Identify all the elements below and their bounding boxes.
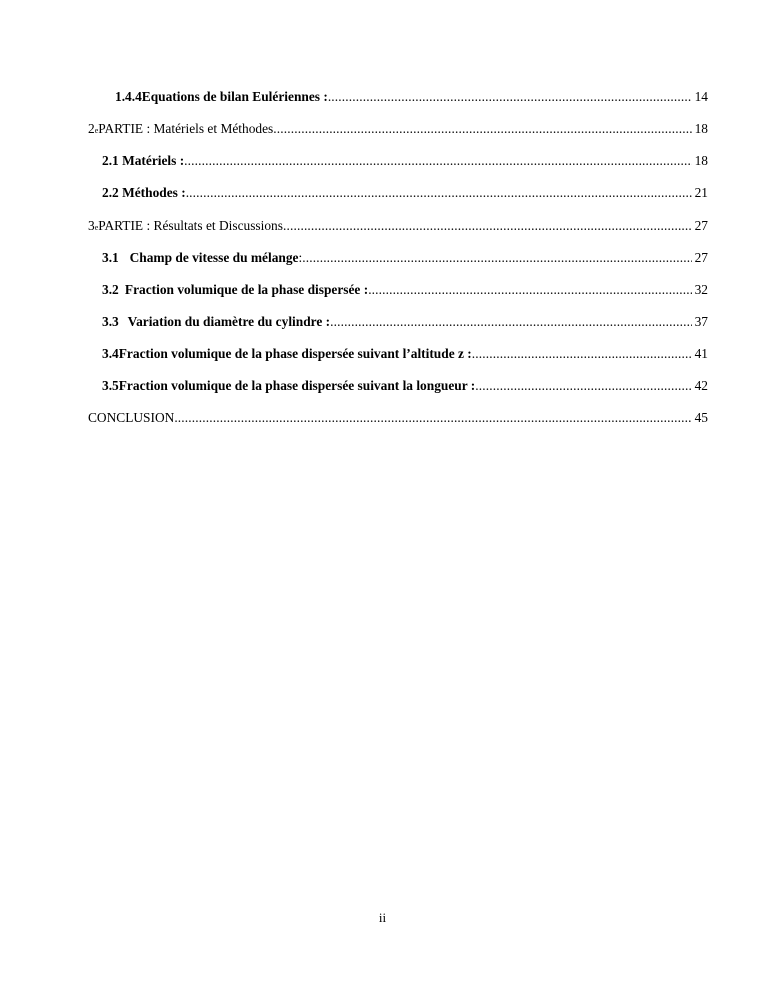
toc-entry-part-2[interactable]: 2 e PARTIE : Matériels et Méthodes . . . 18 [0,119,765,139]
toc-entry-part-3[interactable]: 3 e PARTIE : Résultats et Discussions . . . 27 [0,216,765,236]
toc-entry-title-suffix: : [298,250,303,265]
toc-entry-3-3[interactable] [0,312,765,332]
toc-entry-number: 3.1 [102,250,119,265]
toc-entry-3-1[interactable] [0,248,765,268]
toc-entry-title: Fraction volumique de la phase dispersée suivant la longueur : [118,378,476,393]
toc-entry-title: Fraction volumique de la phase dispersée suivant l’altitude z : [118,346,472,361]
toc-entry-1-4-4[interactable] [0,87,765,107]
dot-leader [328,87,692,107]
dot-leader [283,216,692,236]
toc-entry-page: 41 [694,346,708,361]
dot-leader [174,408,691,428]
dot-leader [273,119,691,139]
toc-entry-conclusion[interactable] [0,408,765,428]
toc-entry-title: Variation du diamètre du cylindre : [127,314,331,329]
toc-entry-number: 3.2 [102,282,119,297]
toc-entry-title: PARTIE : Matériels et Méthodes [98,121,274,136]
toc-entry-title: 2.2 Méthodes : [102,185,186,200]
toc-entry-page: 45 [694,410,708,425]
toc-entry-title: Fraction volumique de la phase dispersée : [124,282,369,297]
dot-leader [302,248,691,268]
toc-entry-2-2[interactable] [0,183,765,203]
toc-entry-title: PARTIE : Résultats et Discussions [98,218,283,233]
toc-entry-title: CONCLUSION [88,410,175,425]
toc-entry-number: 3.5 [102,378,119,393]
toc-entry-page: 32 [694,282,708,297]
toc-entry-page: 21 [694,185,708,200]
toc-entry-page: 18 [694,153,708,168]
toc-entry-number: 3.4 [102,346,119,361]
dot-leader [186,183,692,203]
toc-entry-2-1[interactable] [0,151,765,171]
toc-entry-page: 18 [694,121,708,136]
toc-entry-page: 27 [694,250,708,265]
dot-leader [368,280,691,300]
toc-entry-title: Champ de vitesse du mélange [129,250,299,265]
toc-entry-3-4[interactable] [0,344,765,364]
toc-entry-page: 14 [694,89,708,104]
toc-entry-page: 27 [694,218,708,233]
toc-entry-3-2[interactable] [0,280,765,300]
toc-entry-title: 2.1 Matériels : [102,153,185,168]
toc-entry-number: 1.4.4 [115,89,142,104]
toc-entry-part-number: 3 [88,218,95,233]
toc-entry-page: 37 [694,314,708,329]
dot-leader [472,344,692,364]
toc-entry-part-number: 2 [88,121,95,136]
toc-entry-3-5[interactable] [0,376,765,396]
toc-entry-number: 3.3 [102,314,119,329]
dot-leader [330,312,691,332]
dot-leader [475,376,691,396]
toc-entry-page: 42 [694,378,708,393]
toc-entry-title: Equations de bilan Eulériennes : [141,89,328,104]
dot-leader [184,151,691,171]
page-number-footer: ii [378,910,387,925]
